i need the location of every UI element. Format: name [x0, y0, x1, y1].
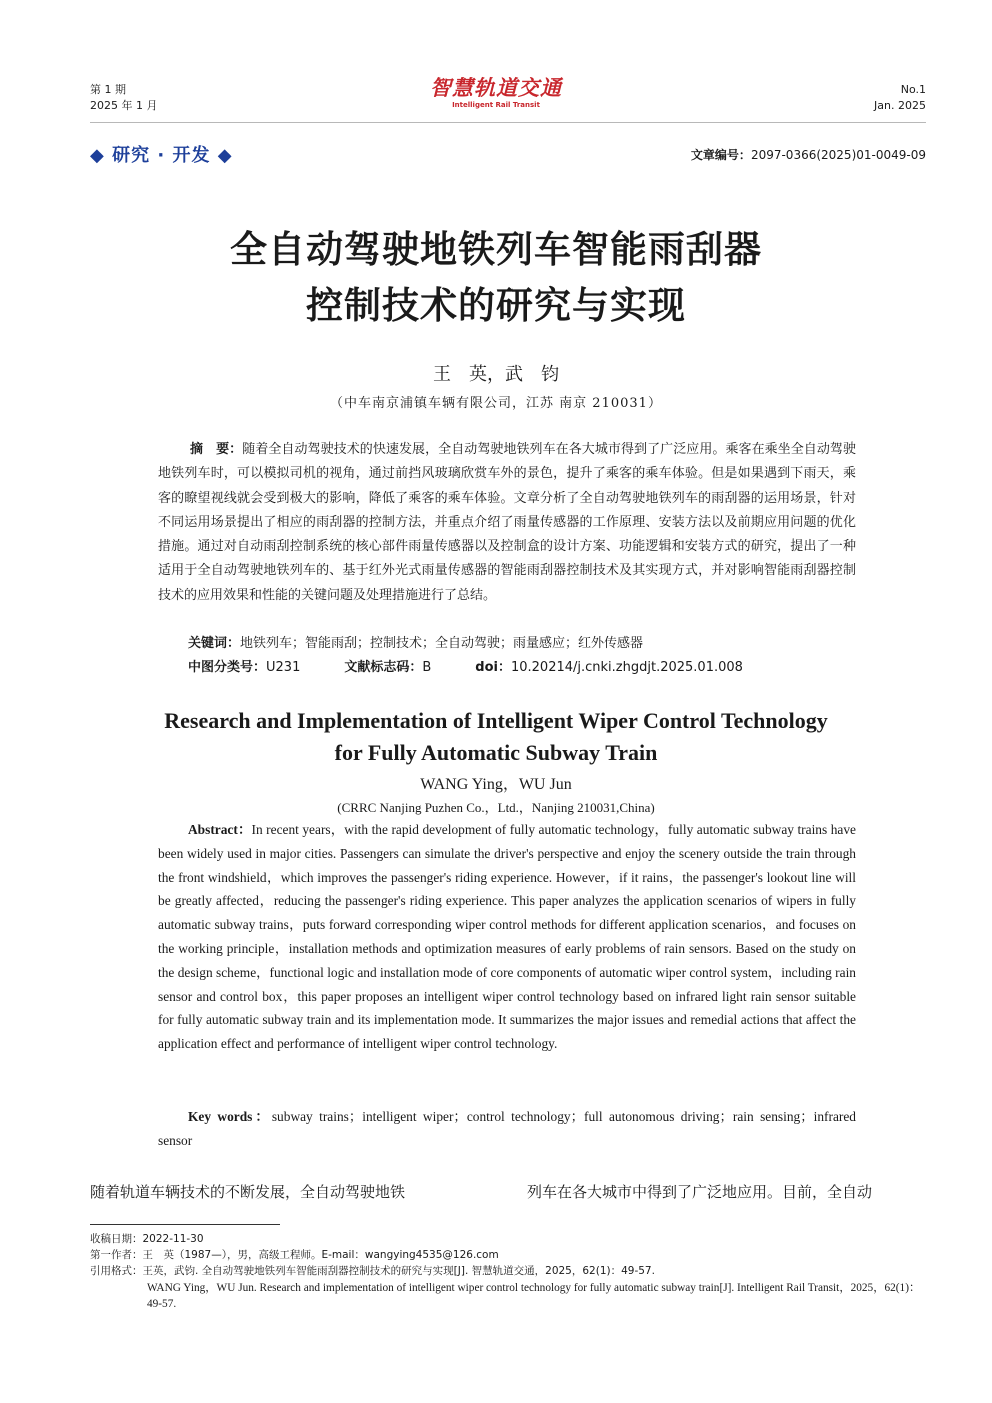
abstract-cn-label: 摘 要： [190, 442, 243, 457]
abstract-en-text: In recent years，with the rapid development of fully automatic technology，fully automatic subway trains have been widely used in major cities. Passengers can simulate the driver's perspective and enjoy the scenery outside the train through the front windshield，which improves the passenger's riding experience. However，if it rains，the passenger's lookout line will be greatly affected，reducing the passenger's riding experience. This paper analyzes the application scenarios of wipers in fully automatic subway trains，puts forward corresponding wiper control methods for different application scenarios，and focuses on the working principle，installation methods and optimization measures of early problems of rain sensors. Based on the study on the design scheme，functional logic and installation mode of core components of automatic wiper control system，including rain sensor and control box，this paper proposes an intelligent wiper control technology based on infrared light rain sensor suitable for fully automatic subway train and its implementation mode. It summarizes the major issues and remedial actions that affect the application effect and performance of intelligent wiper control technology. [158, 822, 856, 1052]
doi-label: doi： [475, 660, 511, 675]
title-en [0, 705, 992, 769]
authors-cn: 王 英，武 钧 [433, 364, 559, 385]
title-cn [0, 222, 992, 334]
doi-value: 10.20214/j.cnki.zhgdjt.2025.01.008 [510, 660, 743, 675]
doc-code-label: 文献标志码： [344, 660, 423, 675]
keywords-cn-text: 地铁列车；智能雨刮；控制技术；全自动驾驶；雨量感应；红外传感器 [240, 636, 644, 651]
doc-code-value: B [422, 660, 432, 675]
journal-name-en: Intelligent Rail Transit [452, 101, 540, 109]
journal-name-cn: 智慧轨道交通 [430, 75, 562, 100]
section-label: ◆ 研究 · 开发 ◆ [90, 145, 233, 166]
keywords-cn-label: 关键词： [188, 636, 241, 651]
clc-label: 中图分类号： [188, 660, 267, 675]
issue-en: No.1 [900, 83, 926, 96]
title-en-line-2: for Fully Automatic Subway Train [334, 740, 658, 765]
keywords-cn [188, 632, 856, 651]
date-cn: 2025 年 1 月 [90, 99, 158, 112]
body-column-right: 列车在各大城市中得到了广泛地应用。目前，全自动 [527, 1183, 873, 1201]
article-number-label: 文章编号： [690, 148, 751, 162]
title-cn-line-1: 全自动驾驶地铁列车智能雨刮器 [230, 228, 762, 271]
footnote-rule [90, 1224, 280, 1225]
date-en: Jan. 2025 [874, 99, 926, 112]
keywords-en [158, 1105, 856, 1153]
article-number-value: 2097-0366(2025)01-0049-09 [750, 148, 926, 162]
footnote-citation-en: WANG Ying，WU Jun. Research and implementation of intelligent wiper control technology for fully automatic subway train[J]. Intelligent Rail Transit，2025，62(1)：49-57. [147, 1282, 921, 1310]
running-header-right [874, 82, 926, 114]
issue-cn: 第 1 期 [90, 83, 126, 96]
affiliation-en: (CRRC Nanjing Puzhen Co.，Ltd.，Nanjing 210031,China) [337, 800, 655, 815]
title-cn-line-2: 控制技术的研究与实现 [306, 284, 686, 327]
footnote-citation-cn: 引用格式：王英，武钧. 全自动驾驶地铁列车智能雨刮器控制技术的研究与实现[J]. 智慧轨道交通，2025，62(1)：49-57. [90, 1265, 655, 1277]
affiliation-cn: （中车南京浦镇车辆有限公司，江苏 南京 210031） [330, 396, 662, 411]
article-number [691, 146, 926, 163]
journal-logo [0, 76, 992, 110]
abstract-cn-text: 随着全自动驾驶技术的快速发展，全自动驾驶地铁列车在各大城市得到了广泛应用。乘客在乘坐全自动驾驶地铁列车时，可以模拟司机的视角，通过前挡风玻璃欣赏车外的景色，提升了乘客的乘车体验。但是如果遇到下雨天，乘客的瞭望视线就会受到极大的影响，降低了乘客的乘车体验。文章分析了全自动驾驶地铁列车的雨刮器的运用场景，针对不同运用场景提出了相应的雨刮器的控制方法，并重点介绍了雨量传感器的工作原理、安装方法以及前期应用问题的优化措施。通过对自动雨刮控制系统的核心部件雨量传感器以及控制盒的设计方案、功能逻辑和安装方式的研究，提出了一种适用于全自动驾驶地铁列车的、基于红外光式雨量传感器的智能雨刮器控制技术及其实现方式，并对影响智能雨刮器控制技术的应用效果和性能的关键问题及处理措施进行了总结。 [158, 442, 856, 603]
abstract-en-label: Abstract： [188, 822, 252, 837]
keywords-en-text: subway trains；intelligent wiper；control technology；full autonomous driving；rain sensing；infrared sensor [158, 1109, 857, 1148]
footnote-first-author: 第一作者：王 英（1987—），男，高级工程师。E-mail：wangying4535@126.com [90, 1249, 499, 1261]
title-en-line-1: Research and Implementation of Intelligent Wiper Control Technology [164, 708, 828, 733]
authors-en: WANG Ying，WU Jun [420, 776, 572, 793]
abstract-cn [158, 438, 856, 608]
clc-value: U231 [266, 660, 301, 675]
footnote-received: 收稿日期：2022-11-30 [90, 1233, 204, 1245]
classification-line [188, 656, 856, 675]
keywords-en-label: Key words： [188, 1109, 272, 1124]
abstract-en [158, 818, 856, 1056]
header-rule [90, 122, 926, 123]
body-column-left: 随着轨道车辆技术的不断发展，全自动驾驶地铁 [90, 1183, 406, 1201]
